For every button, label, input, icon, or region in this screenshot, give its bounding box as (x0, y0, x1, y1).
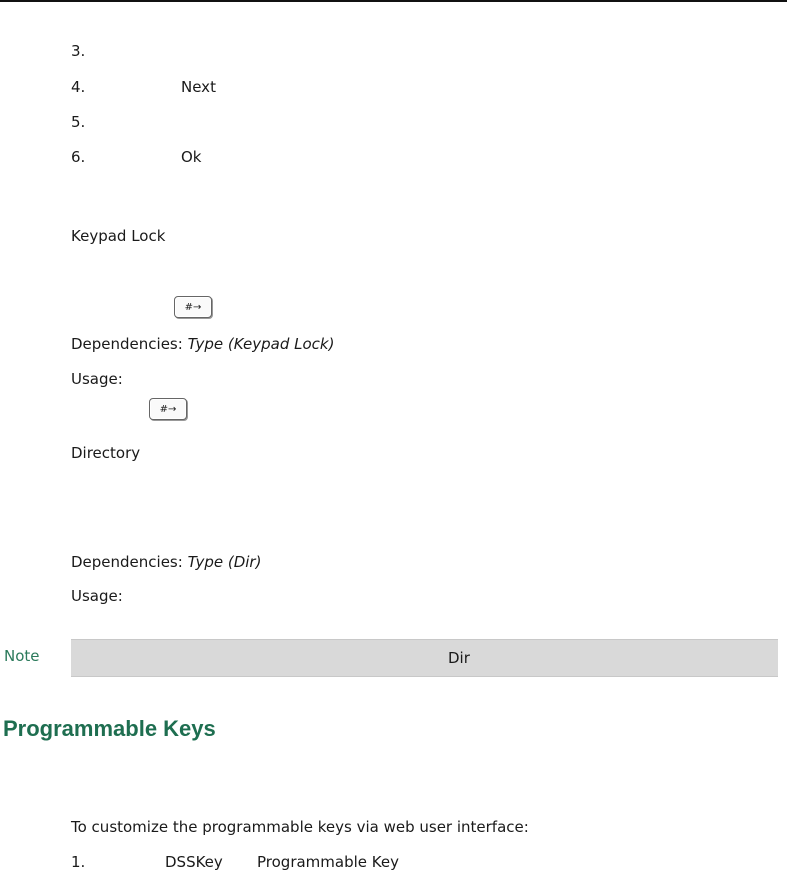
step-4-number: 4. (71, 78, 86, 96)
dependencies-value: Type (Dir) (187, 553, 262, 571)
note-box (71, 639, 778, 677)
section-heading: Programmable Keys (3, 716, 216, 741)
section-step-1-dsskey: DSSKey (165, 853, 223, 871)
directory-title: Directory (71, 444, 141, 462)
section-step-1-programmable-key: Programmable Key (257, 853, 399, 871)
step-6-number: 6. (71, 148, 86, 166)
page-top-rule (0, 0, 787, 2)
directory-dependencies (71, 553, 261, 571)
dependencies-label: Dependencies: (71, 335, 183, 353)
step-3-number: 3. (71, 42, 86, 60)
section-intro: To customize the programmable keys via web user interface: (71, 818, 529, 836)
keypad-lock-title: Keypad Lock (71, 227, 166, 245)
keypad-lock-usage-label: Usage: (71, 370, 123, 388)
note-label: Note (4, 647, 40, 665)
step-4-text: Next (181, 78, 216, 96)
dependencies-label: Dependencies: (71, 553, 183, 571)
pound-key-icon: #→ (149, 398, 187, 420)
section-step-1-number: 1. (71, 853, 86, 871)
note-text: Dir (448, 649, 470, 667)
directory-usage-label: Usage: (71, 587, 123, 605)
pound-key-icon: #→ (174, 296, 212, 318)
dependencies-value: Type (Keypad Lock) (187, 335, 335, 353)
keypad-lock-dependencies (71, 335, 334, 353)
step-6-text: Ok (181, 148, 202, 166)
step-5-number: 5. (71, 113, 86, 131)
